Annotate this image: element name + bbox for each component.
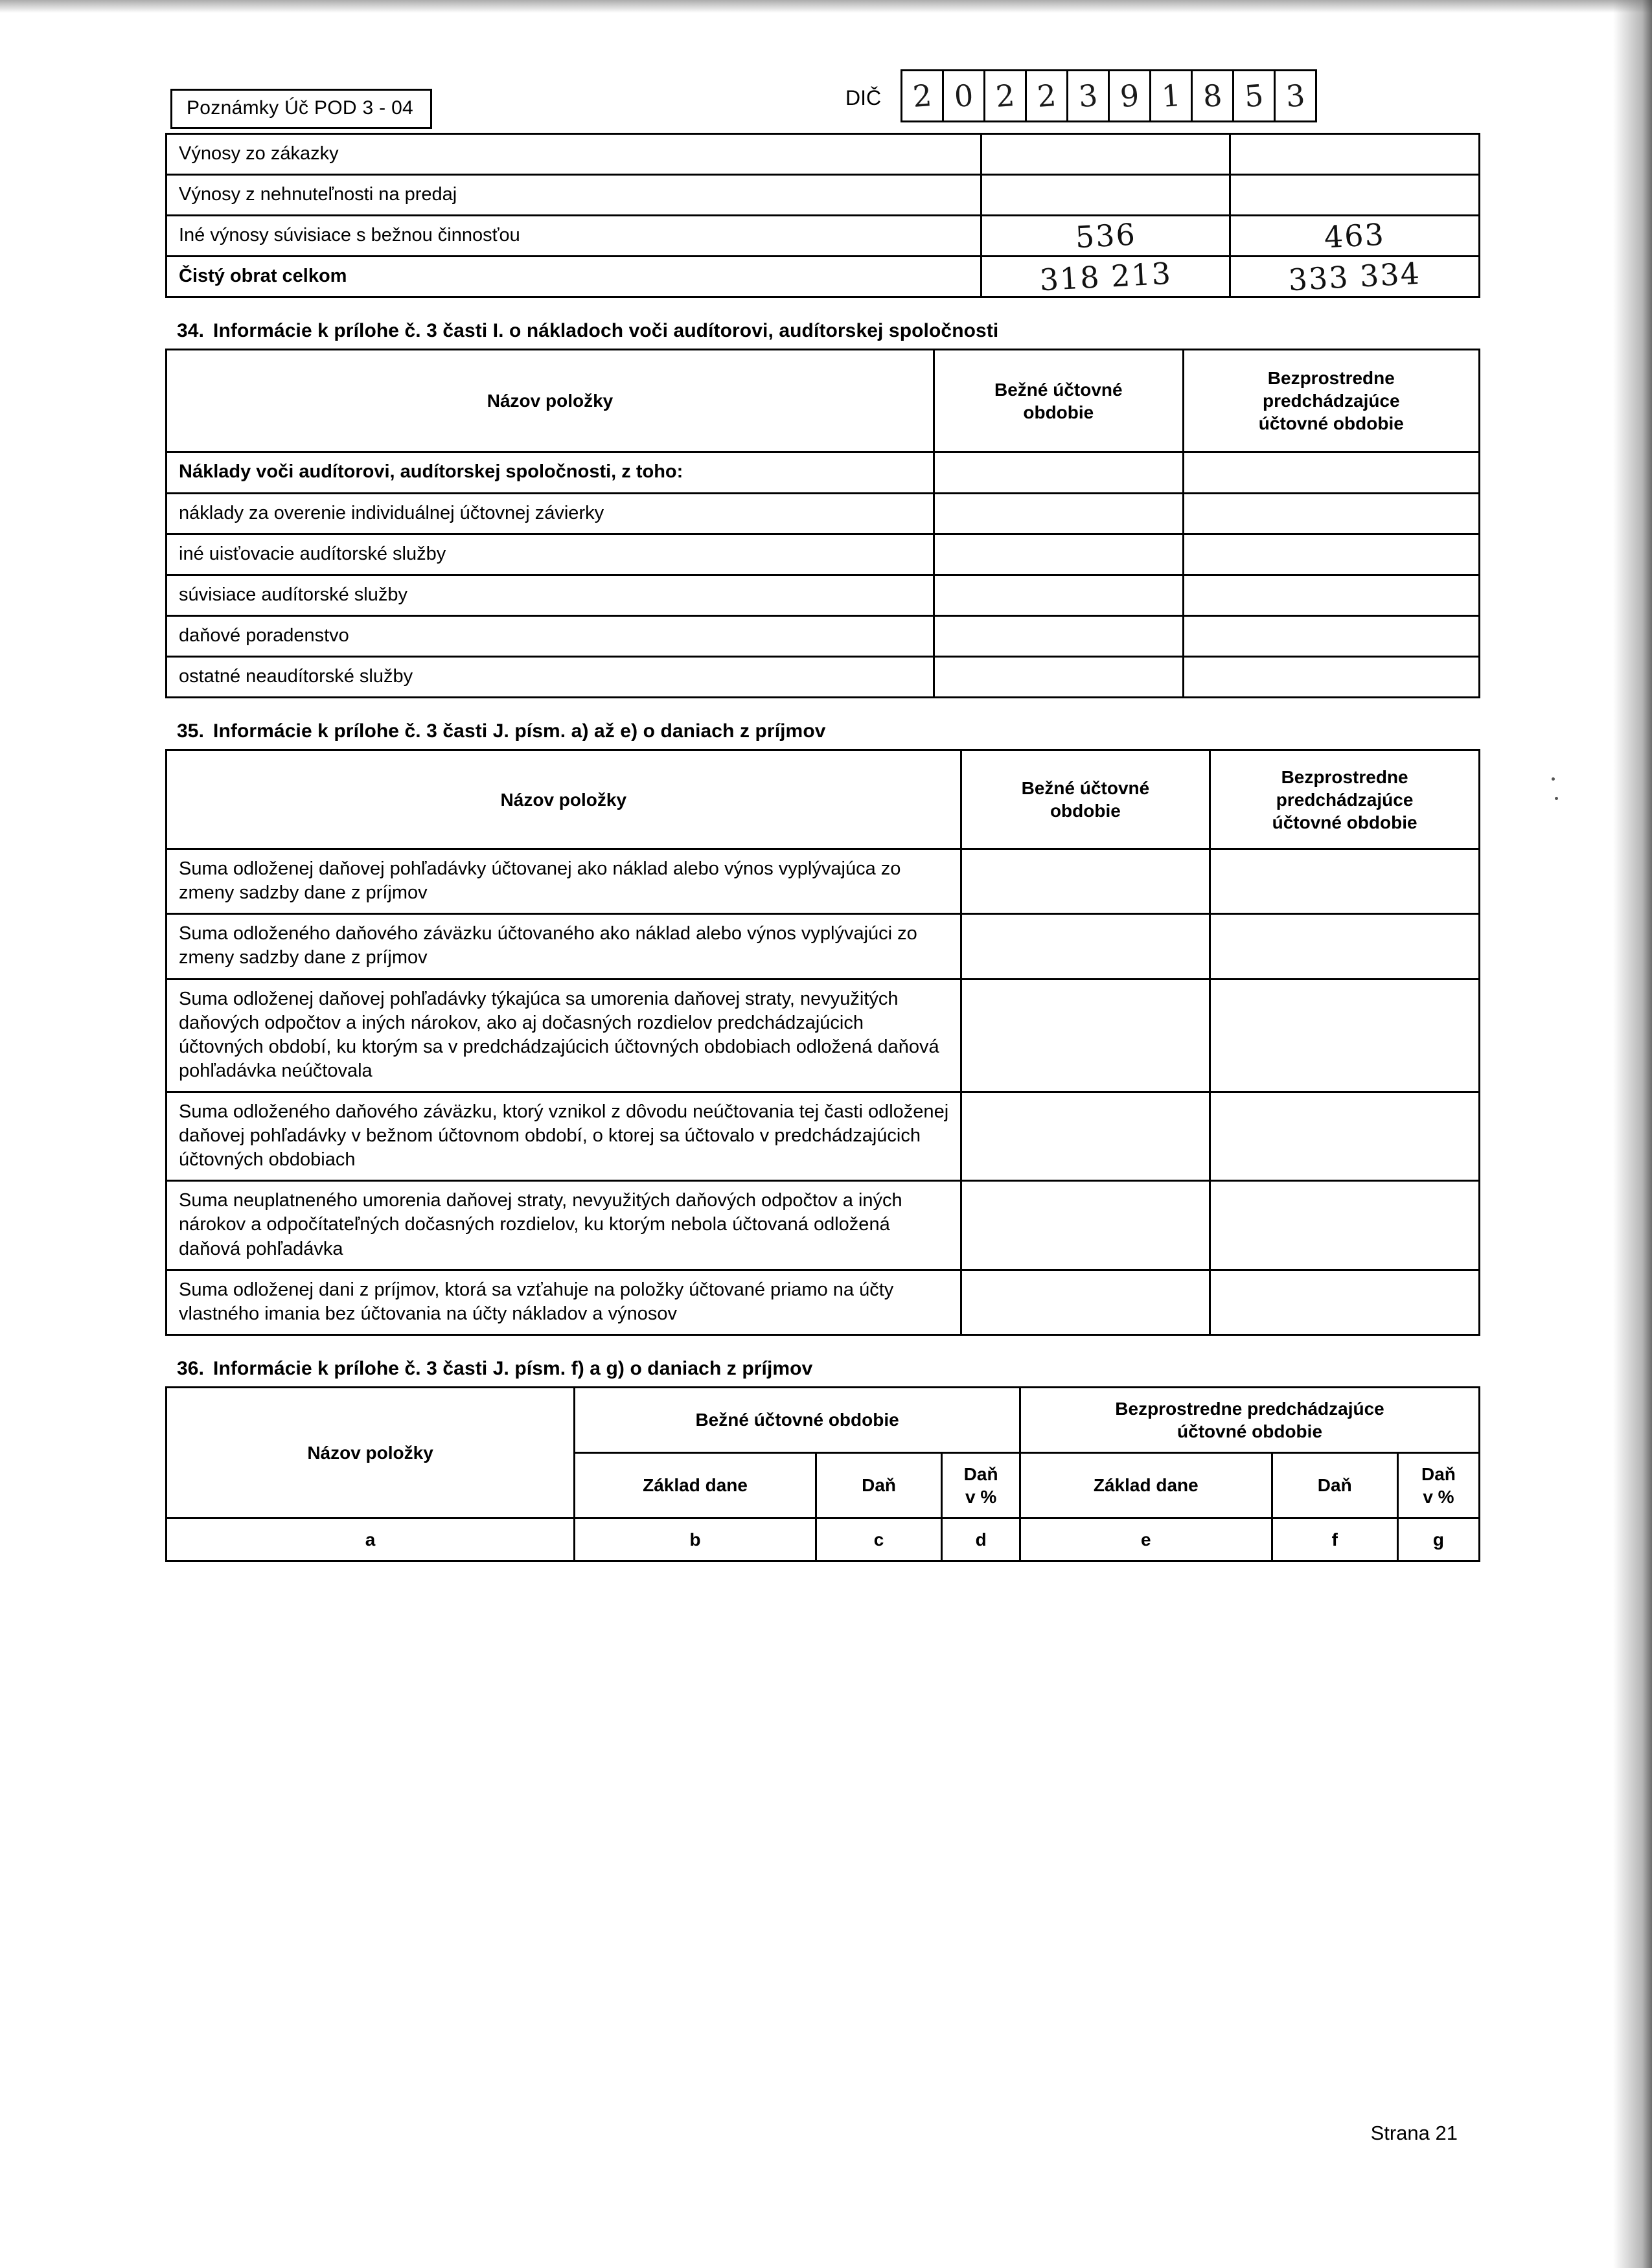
- col-previous-group-header: [1021, 1388, 1478, 1452]
- row-label: Suma odloženej daňovej pohľadávky účtovanej ako náklad alebo výnos vyplývajúca zo zmeny sadzby dane z príjmov: [179, 858, 901, 904]
- col-current-header-line1: Bežné účtovné: [994, 379, 1123, 400]
- row-value-current: 318 213: [1038, 256, 1173, 298]
- row-label: Výnosy zo zákazky: [179, 143, 339, 164]
- row-label: Suma odloženej dani z príjmov, ktorá sa vzťahuje na položky účtované priamo na účty vlastného imania bez účtovania na účty nákladov a výnosov: [179, 1279, 894, 1324]
- row-value-current: [982, 148, 1229, 161]
- col-previous-header-line1: Bezprostredne: [1281, 766, 1408, 787]
- row-value-previous[interactable]: [1183, 493, 1479, 534]
- table-row: [166, 452, 1480, 493]
- table-letter-row: [166, 1518, 1480, 1561]
- row-label: Náklady voči audítorovi, audítorskej spoločnosti, z toho:: [179, 461, 683, 483]
- section-36-number: 36.: [177, 1357, 205, 1379]
- table-row: [166, 1092, 1480, 1180]
- section-34-table-block: [165, 349, 1480, 698]
- col-current-header: [935, 369, 1182, 433]
- row-label: Suma neuplatneného umorenia daňovej straty, nevyužitých daňových odpočtov a iných nárokov a odpočítateľných dočasných rozdielov, ku ktorým nebola účtovaná odložená daňová pohľadávka: [179, 1190, 902, 1259]
- col-previous-header-line2: predchádzajúce: [1276, 789, 1414, 810]
- row-label: Iné výnosy súvisiace s bežnou činnosťou: [179, 225, 520, 246]
- row-value-previous[interactable]: [1183, 534, 1479, 575]
- row-value-previous: [1232, 189, 1478, 201]
- row-value-current[interactable]: [961, 914, 1210, 979]
- section-35-title: [177, 720, 1480, 742]
- dic-digit: 2: [985, 71, 1027, 120]
- row-label: súvisiace audítorské služby: [179, 584, 407, 605]
- dic-digit: 3: [1285, 78, 1306, 114]
- section-35-table-block: [165, 749, 1480, 1336]
- row-value-current[interactable]: [961, 1270, 1210, 1334]
- col-letter-f: f: [1331, 1529, 1338, 1550]
- table-row: [166, 849, 1480, 914]
- section-36-text: Informácie k prílohe č. 3 časti J. písm. f) a g) o daniach z príjmov: [213, 1357, 813, 1379]
- section-36-table-block: [165, 1386, 1480, 1562]
- row-value-previous[interactable]: [1210, 1181, 1480, 1270]
- row-value-previous[interactable]: [1183, 452, 1479, 493]
- section-35-text: Informácie k prílohe č. 3 časti J. písm. a) až e) o daniach z príjmov: [213, 720, 826, 742]
- form-code: Poznámky Úč POD 3 - 04: [170, 89, 432, 129]
- row-value-previous: 463: [1323, 216, 1386, 255]
- col-base-previous-header: Základ dane: [1093, 1475, 1199, 1496]
- table-row: [166, 134, 1480, 175]
- col-previous-header-line3: účtovné obdobie: [1272, 812, 1417, 832]
- row-value-previous[interactable]: [1210, 1270, 1480, 1334]
- col-letter-d: d: [975, 1529, 987, 1550]
- row-value-current[interactable]: [934, 493, 1184, 534]
- section-36-table: [165, 1386, 1480, 1562]
- row-value-current[interactable]: [961, 1092, 1210, 1180]
- col-previous-header-line3: účtovné obdobie: [1258, 413, 1404, 434]
- page-header: [165, 62, 1480, 133]
- col-previous-header: [1211, 757, 1478, 843]
- dic-digit: 8: [1193, 71, 1234, 120]
- row-label: ostatné neaudítorské služby: [179, 665, 413, 687]
- table-row: [166, 257, 1480, 297]
- page-content: [165, 62, 1480, 1562]
- row-value-current[interactable]: [934, 615, 1184, 656]
- row-value-previous[interactable]: [1210, 914, 1480, 979]
- row-label: Výnosy z nehnuteľnosti na predaj: [179, 184, 457, 205]
- col-previous-group-line2: účtovné obdobie: [1177, 1421, 1323, 1441]
- row-label: iné uisťovacie audítorské služby: [179, 543, 446, 564]
- col-letter-e: e: [1141, 1529, 1151, 1550]
- row-value-previous[interactable]: [1210, 849, 1480, 914]
- col-letter-g: g: [1432, 1529, 1444, 1550]
- col-previous-header: [1184, 358, 1478, 444]
- table-header-row: [166, 750, 1480, 849]
- col-tax-previous-header: Daň: [1317, 1475, 1352, 1496]
- col-previous-group-line1: Bezprostredne predchádzajúce: [1115, 1398, 1384, 1419]
- row-value-previous: [1232, 148, 1478, 161]
- table-row: [166, 656, 1480, 697]
- table-row: [166, 534, 1480, 575]
- table-row: [166, 175, 1480, 216]
- table-row: [166, 575, 1480, 615]
- row-value-current[interactable]: [934, 656, 1184, 697]
- col-tax-current-header: Daň: [862, 1475, 897, 1496]
- table-row: [166, 493, 1480, 534]
- section-34-title: [177, 320, 1480, 342]
- table-header-row-group: [166, 1387, 1480, 1452]
- row-label: Suma odloženého daňového záväzku, ktorý vznikol z dôvodu neúčtovania tej časti odloženej daňovej pohľadávky v bežnom účtovnom období, o ktorej sa účtovalo v predchádzajúcich účtovných obdobiach: [179, 1101, 949, 1171]
- col-current-header: [962, 768, 1210, 831]
- row-value-previous[interactable]: [1210, 1092, 1480, 1180]
- section-34-number: 34.: [177, 320, 205, 342]
- row-value-current[interactable]: [934, 452, 1184, 493]
- row-value-current[interactable]: [961, 1181, 1210, 1270]
- scan-artifact-dot: [1552, 777, 1555, 781]
- dic-digit: 9: [1110, 71, 1151, 120]
- col-rate-previous-line1: Daň: [1421, 1463, 1456, 1484]
- col-letter-b: b: [689, 1529, 701, 1550]
- section-35-table: [165, 749, 1480, 1336]
- col-name-header: Názov položky: [487, 391, 614, 411]
- row-value-previous[interactable]: [1183, 575, 1479, 615]
- table-row: [166, 979, 1480, 1092]
- row-label: náklady za overenie individuálnej účtovnej závierky: [179, 502, 604, 523]
- col-name-header: Názov položky: [307, 1442, 433, 1463]
- col-current-header-line1: Bežné účtovné: [1021, 778, 1150, 799]
- row-value-previous[interactable]: [1183, 656, 1479, 697]
- table-row: [166, 914, 1480, 979]
- col-rate-previous-line2: v %: [1423, 1486, 1454, 1507]
- row-value-current[interactable]: [934, 575, 1184, 615]
- dic-digit: 3: [1068, 71, 1110, 120]
- col-name-header: Názov položky: [500, 789, 627, 810]
- table-row: [166, 1181, 1480, 1270]
- col-letter-c: c: [873, 1529, 884, 1550]
- row-label: daňové poradenstvo: [179, 624, 349, 646]
- col-letter-a: a: [365, 1529, 376, 1550]
- dic-digit: 5: [1234, 71, 1276, 120]
- row-value-current: [982, 189, 1229, 201]
- dic-number-boxes: [901, 69, 1317, 122]
- dic-digit: 1: [1151, 71, 1193, 120]
- table-row: [166, 216, 1480, 257]
- row-value-current[interactable]: [934, 534, 1184, 575]
- col-current-header-line2: obdobie: [1023, 402, 1094, 422]
- section-35-number: 35.: [177, 720, 205, 742]
- row-label: Suma odloženého daňového záväzku účtovaného ako náklad alebo výnos vyplývajúci zo zmeny sadzby dane z príjmov: [179, 923, 917, 968]
- table-header-row: [166, 350, 1480, 452]
- scan-edge-shadow-right: [1613, 0, 1652, 2268]
- row-value-current[interactable]: [961, 979, 1210, 1092]
- dic-digit: 2: [1027, 71, 1068, 120]
- row-value-previous[interactable]: [1183, 615, 1479, 656]
- row-value-previous: 333 334: [1287, 256, 1422, 298]
- col-base-current-header: Základ dane: [643, 1475, 748, 1496]
- section-34-text: Informácie k prílohe č. 3 časti I. o nákladoch voči audítorovi, audítorskej spoločnosti: [213, 320, 999, 342]
- scan-edge-shadow-top: [0, 0, 1652, 13]
- dic-label: DIČ: [845, 86, 882, 109]
- col-rate-current-line1: Daň: [963, 1463, 998, 1484]
- section-36-title: [177, 1358, 1480, 1380]
- row-label: Čistý obrat celkom: [179, 266, 347, 287]
- dic-digit: 0: [944, 71, 985, 120]
- col-previous-header-line1: Bezprostredne: [1267, 368, 1395, 389]
- turnover-table-block: [165, 133, 1480, 298]
- col-current-group-header: Bežné účtovné obdobie: [695, 1410, 899, 1430]
- row-value-previous[interactable]: [1210, 979, 1480, 1092]
- col-previous-header-line2: predchádzajúce: [1262, 391, 1400, 411]
- scan-artifact-dot: [1555, 797, 1558, 800]
- table-row: [166, 1270, 1480, 1334]
- col-rate-current-line2: v %: [965, 1486, 997, 1507]
- row-label: Suma odloženej daňovej pohľadávky týkajúca sa umorenia daňovej straty, nevyužitých daňových odpočtov a iných nárokov, ako aj dočasných rozdielov predchádzajúcich účtovných období, ku ktorým sa v predchádzajúcich účtovných obdobiach odložená daňová pohľadávka neúčtovala: [179, 988, 939, 1081]
- dic-digit: 2: [902, 71, 944, 120]
- section-34-table: [165, 349, 1480, 698]
- row-value-current[interactable]: [961, 849, 1210, 914]
- table-row: [166, 615, 1480, 656]
- row-value-current: 536: [1074, 216, 1137, 255]
- page-number: Strana 21: [1370, 2122, 1458, 2144]
- turnover-table: [165, 133, 1480, 298]
- col-rate-current-header: [943, 1454, 1019, 1517]
- col-rate-previous-header: [1399, 1454, 1478, 1517]
- col-current-header-line2: obdobie: [1050, 801, 1121, 821]
